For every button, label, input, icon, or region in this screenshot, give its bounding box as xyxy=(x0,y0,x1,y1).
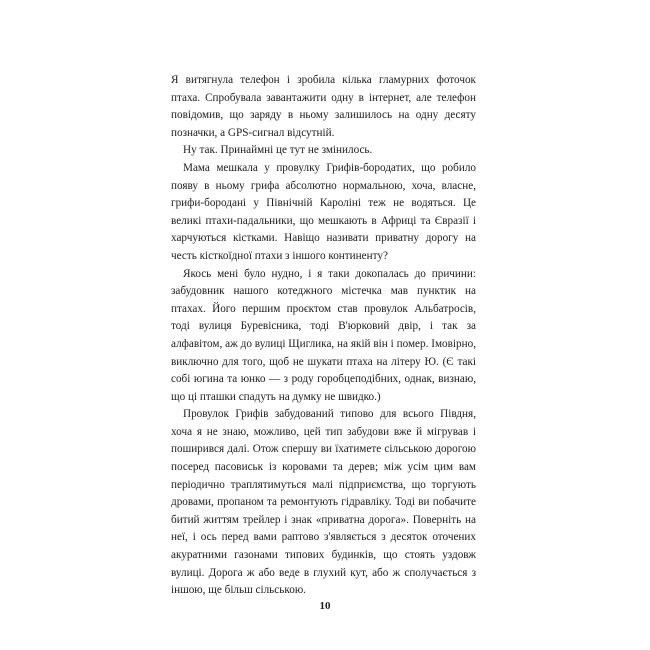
paragraph-phone-photos: Я витягнула телефон і зробила кілька гламурних фоточок птаха. Спробувала завантажити одну в інтернет, але телефон повідомив, що заряду в ньому залишилось на одну десяту позначки, а GPS-сигнал відсутній. xyxy=(171,74,476,139)
paragraph-vulture-lane: Мама мешкала у провулку Грифів-бородатих, що робило появу в ньому грифа абсолютно нормальною, хоча, власне, грифи-бородані у Північній Кароліні теж не водяться. Це великі птахи-падальники, що мешкають в Африці та Євразії і харчуються кістками. Навіщо називати приватну дорогу на честь кісткоїдної птахи з іншого континенту? xyxy=(171,161,476,262)
paragraph-nothing-changed: Ну так. Принаймні це тут не змінилось. xyxy=(183,144,373,157)
book-page-body xyxy=(171,72,476,600)
paragraph-southern-development: Провулок Грифів забудований типово для всього Півдня, хоча я не знаю, можливо, цей тип забудови вже й мігрував і поширився далі. Отож спершу ви їхатимете сільською дорогою посеред пасовиськ із коровами та дерев; між усім цим вам періодично траплятимуться малі підприємства, що торгують дровами, пропаном та ремонтують гідравліку. Тоді ви побачите битий життям трейлер і знак «приватна дорога». Поверніть на неї, і ось перед вами раптово з'являється з десяток оточених акуратними газонами типових будинків, що стоять уздовж вулиці. Дорога ж або веде в глухий кут, або ж сполучається з іншою, ще більш сільською. xyxy=(171,408,476,597)
paragraph-developer-birds: Якось мені було нудно, і я таки докопалась до причини: забудовник нашого котеджного містечка мав пунктик на птахах. Його першим проєктом став провулок Альбатросів, тоді вулиця Буревісника, тоді В'юрковий двір, і так за алфавітом, аж до вулиці Щиглика, на якій він і помер. Імовірно, виключно для того, щоб не шукати птаха на літеру Ю. (Є такі собі югина та юнко — з роду горобцеподібних, однак, визнаю, що ці пташки спадуть на думку не швидко.) xyxy=(171,267,476,403)
page-number: 10 xyxy=(319,600,331,612)
